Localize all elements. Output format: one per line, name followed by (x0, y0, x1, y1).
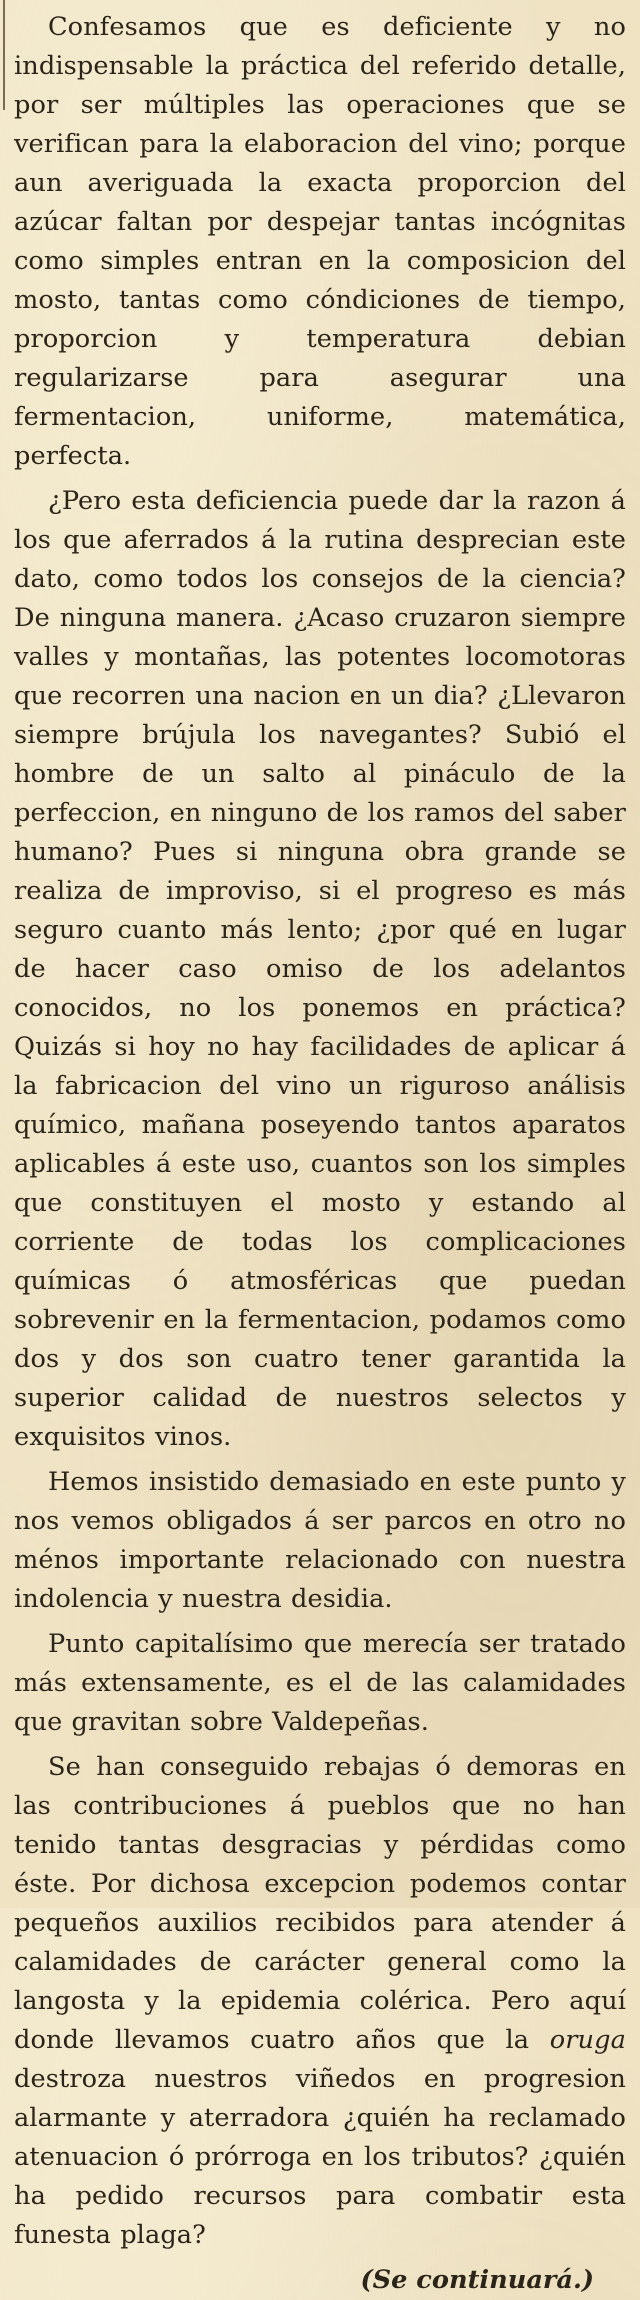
column-rule (3, 0, 5, 110)
paragraph-5 (14, 1748, 626, 2255)
paragraph-5-part-2: destroza nuestros viñedos en progresion alarmante y aterradora ¿quién ha reclamado atenuacion ó prórroga en los tributos? ¿quién ha pedido recursos para combatir esta funesta plaga? (14, 2064, 626, 2250)
italic-word-oruga: oruga (549, 2025, 626, 2055)
paragraph-3: Hemos insistido demasiado en este punto y nos vemos obligados á ser parcos en otro no ménos importante relacionado con nuestra indolencia y nuestra desidia. (14, 1467, 626, 1614)
continuation-note: (Se continuará.) (360, 2265, 594, 2295)
paragraph-4: Punto capitalísimo que merecía ser tratado más extensamente, es el de las calamidades que gravitan sobre Valdepeñas. (14, 1629, 626, 1737)
paragraph-2: ¿Pero esta deficiencia puede dar la razon á los que aferrados á la rutina desprecian este dato, como todos los consejos de la ciencia? De ninguna manera. ¿Acaso cruzaron siempre valles y montañas, las potentes locomotoras que recorren una nacion en un dia? ¿Llevaron siempre brújula los navegantes? Subió el hombre de un salto al pináculo de la perfeccion, en ninguno de los ramos del saber humano? Pues si ninguna obra grande se realiza de improviso, si el progreso es más seguro cuanto más lento; ¿por qué en lugar de hacer caso omiso de los adelantos conocidos, no los ponemos en práctica? Quizás si hoy no hay facilidades de aplicar á la fabricacion del vino un riguroso análisis químico, mañana poseyendo tantos aparatos aplicables á este uso, cuantos son los simples que constituyen el mosto y estando al corriente de todas los complicaciones químicas ó atmosféricas que puedan sobrevenir en la fermentacion, podamos como dos y dos son cuatro tener garantida la superior calidad de nuestros selectos y exquisitos vinos. (14, 486, 626, 1452)
paragraph-1: Confesamos que es deficiente y no indispensable la práctica del referido detalle, por ser múltiples las operaciones que se verifican para la elaboracion del vino; porque aun averiguada la exacta proporcion del azúcar faltan por despejar tantas incógnitas como simples entran en la composicion del mosto, tantas como cóndiciones de tiempo, proporcion y temperatura debian regularizarse para asegurar una fermentacion, uniforme, matemática, perfecta. (14, 12, 626, 471)
paragraph-5-part-1: Se han conseguido rebajas ó demoras en las contribuciones á pueblos que no han tenido tantas desgracias y pérdidas como éste. Por dichosa excepcion podemos contar pequeños auxilios recibidos para atender á calamidades de carácter general como la langosta y la epidemia colérica. Pero aquí donde llevamos cuatro años que la (14, 1752, 626, 2055)
